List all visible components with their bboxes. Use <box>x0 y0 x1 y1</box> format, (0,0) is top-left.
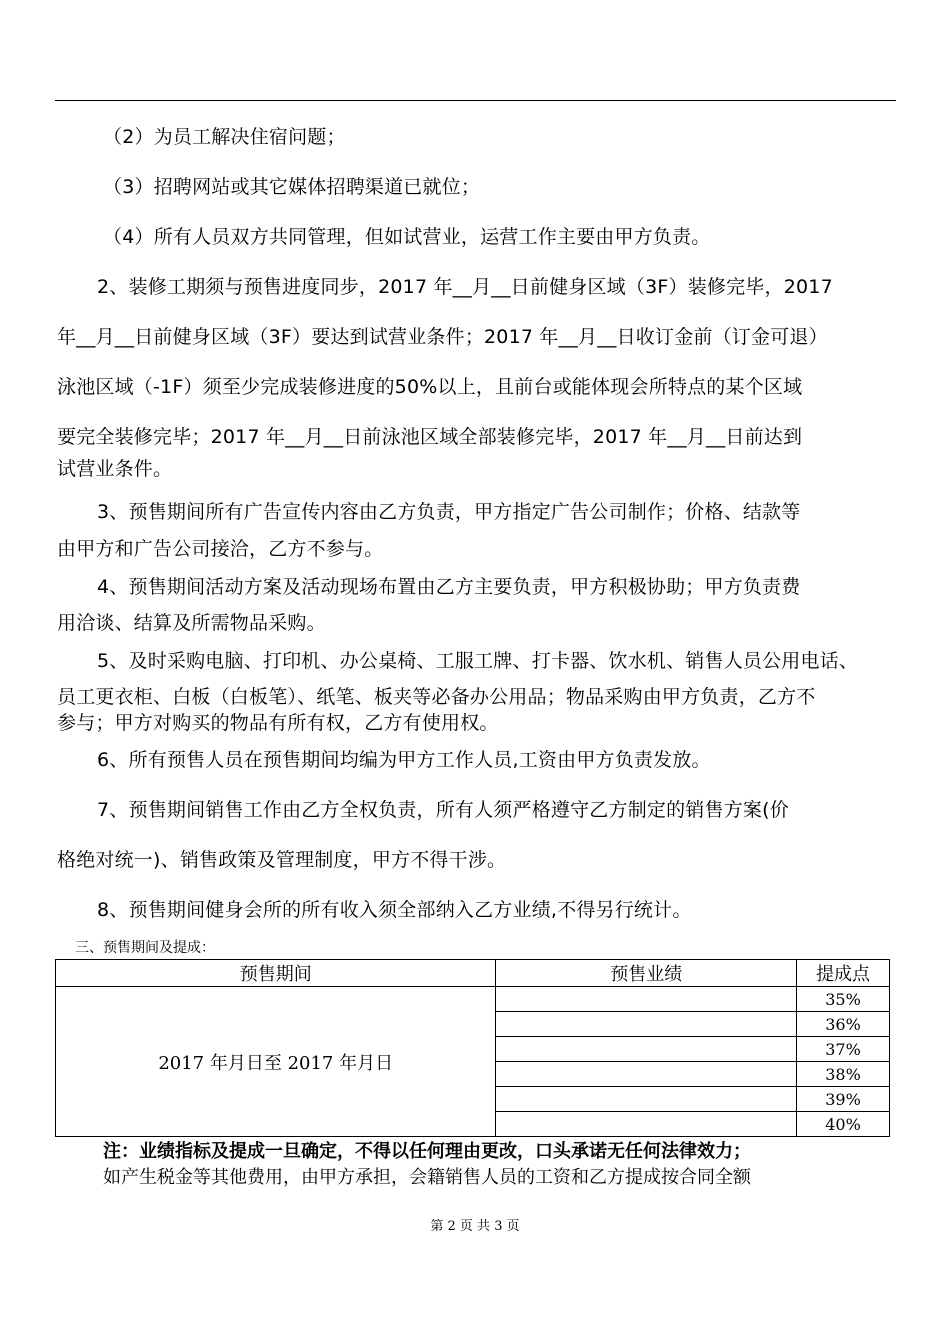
performance-cell <box>496 1062 797 1087</box>
clause-4-line-2: 用洽谈、结算及所需物品采购。 <box>57 612 326 634</box>
paragraph-item-4: （4）所有人员双方共同管理，但如试营业，运营工作主要由甲方负责。 <box>103 226 711 248</box>
clause-2-line-4: 要完全装修完毕；2017 年__月__日前泳池区域全部装修完毕，2017 年__月__日前达到 <box>57 426 803 448</box>
rate-cell: 40% <box>797 1112 890 1137</box>
performance-cell <box>496 1112 797 1137</box>
page-footer: 第 2 页 共 3 页 <box>430 1219 520 1234</box>
performance-cell <box>496 1037 797 1062</box>
rate-cell: 35% <box>797 987 890 1012</box>
header-rule <box>55 100 896 101</box>
clause-3-line-2: 由甲方和广告公司接洽，乙方不参与。 <box>57 538 384 560</box>
rate-cell: 36% <box>797 1012 890 1037</box>
clause-2-line-5: 试营业条件。 <box>57 458 173 480</box>
section-title: 三、预售期间及提成： <box>75 940 215 956</box>
performance-cell <box>496 1012 797 1037</box>
note-line: 如产生税金等其他费用，由甲方承担，会籍销售人员的工资和乙方提成按合同全额 <box>103 1167 751 1188</box>
rate-cell: 39% <box>797 1087 890 1112</box>
clause-2-line-2: 年__月__日前健身区域（3F）要达到试营业条件；2017 年__月__日收订金前（订金可退） <box>57 326 828 348</box>
clause-5-line-1: 5、及时采购电脑、打印机、办公桌椅、工服工牌、打卡器、饮水机、销售人员公用电话、 <box>97 650 859 672</box>
rate-cell: 38% <box>797 1062 890 1087</box>
period-cell: 2017 年月日至 2017 年月日 <box>56 987 496 1137</box>
performance-cell <box>496 1087 797 1112</box>
note-bold: 注：业绩指标及提成一旦确定，不得以任何理由更改，口头承诺无任何法律效力； <box>103 1141 751 1162</box>
header-performance: 预售业绩 <box>496 960 797 987</box>
clause-5-line-3: 参与；甲方对购买的物品有所有权，乙方有使用权。 <box>57 712 499 734</box>
table-row <box>56 987 890 1012</box>
rate-cell: 37% <box>797 1037 890 1062</box>
clause-6: 6、所有预售人员在预售期间均编为甲方工作人员,工资由甲方负责发放。 <box>97 749 711 771</box>
clause-4-line-1: 4、预售期间活动方案及活动现场布置由乙方主要负责，甲方积极协助；甲方负责费 <box>97 576 801 598</box>
performance-cell <box>496 987 797 1012</box>
header-rate: 提成点 <box>797 960 890 987</box>
clause-7-line-1: 7、预售期间销售工作由乙方全权负责，所有人须严格遵守乙方制定的销售方案(价 <box>97 799 789 821</box>
paragraph-item-3: （3）招聘网站或其它媒体招聘渠道已就位； <box>103 176 481 198</box>
paragraph-item-2: （2）为员工解决住宿问题； <box>103 126 346 148</box>
clause-5-line-2: 员工更衣柜、白板（白板笔）、纸笔、板夹等必备办公用品；物品采购由甲方负责，乙方不 <box>57 686 816 708</box>
commission-table <box>55 959 890 1137</box>
clause-7-line-2: 格绝对统一)、销售政策及管理制度，甲方不得干涉。 <box>57 849 507 871</box>
clause-8: 8、预售期间健身会所的所有收入须全部纳入乙方业绩,不得另行统计。 <box>97 899 692 921</box>
clause-3-line-1: 3、预售期间所有广告宣传内容由乙方负责，甲方指定广告公司制作；价格、结款等 <box>97 501 801 523</box>
clause-2-line-3: 泳池区域（-1F）须至少完成装修进度的50%以上，且前台或能体现会所特点的某个区域 <box>57 376 803 398</box>
table-header-row <box>56 960 890 987</box>
clause-2-line-1: 2、装修工期须与预售进度同步，2017 年__月__日前健身区域（3F）装修完毕，2017 <box>97 276 833 298</box>
header-period: 预售期间 <box>56 960 496 987</box>
